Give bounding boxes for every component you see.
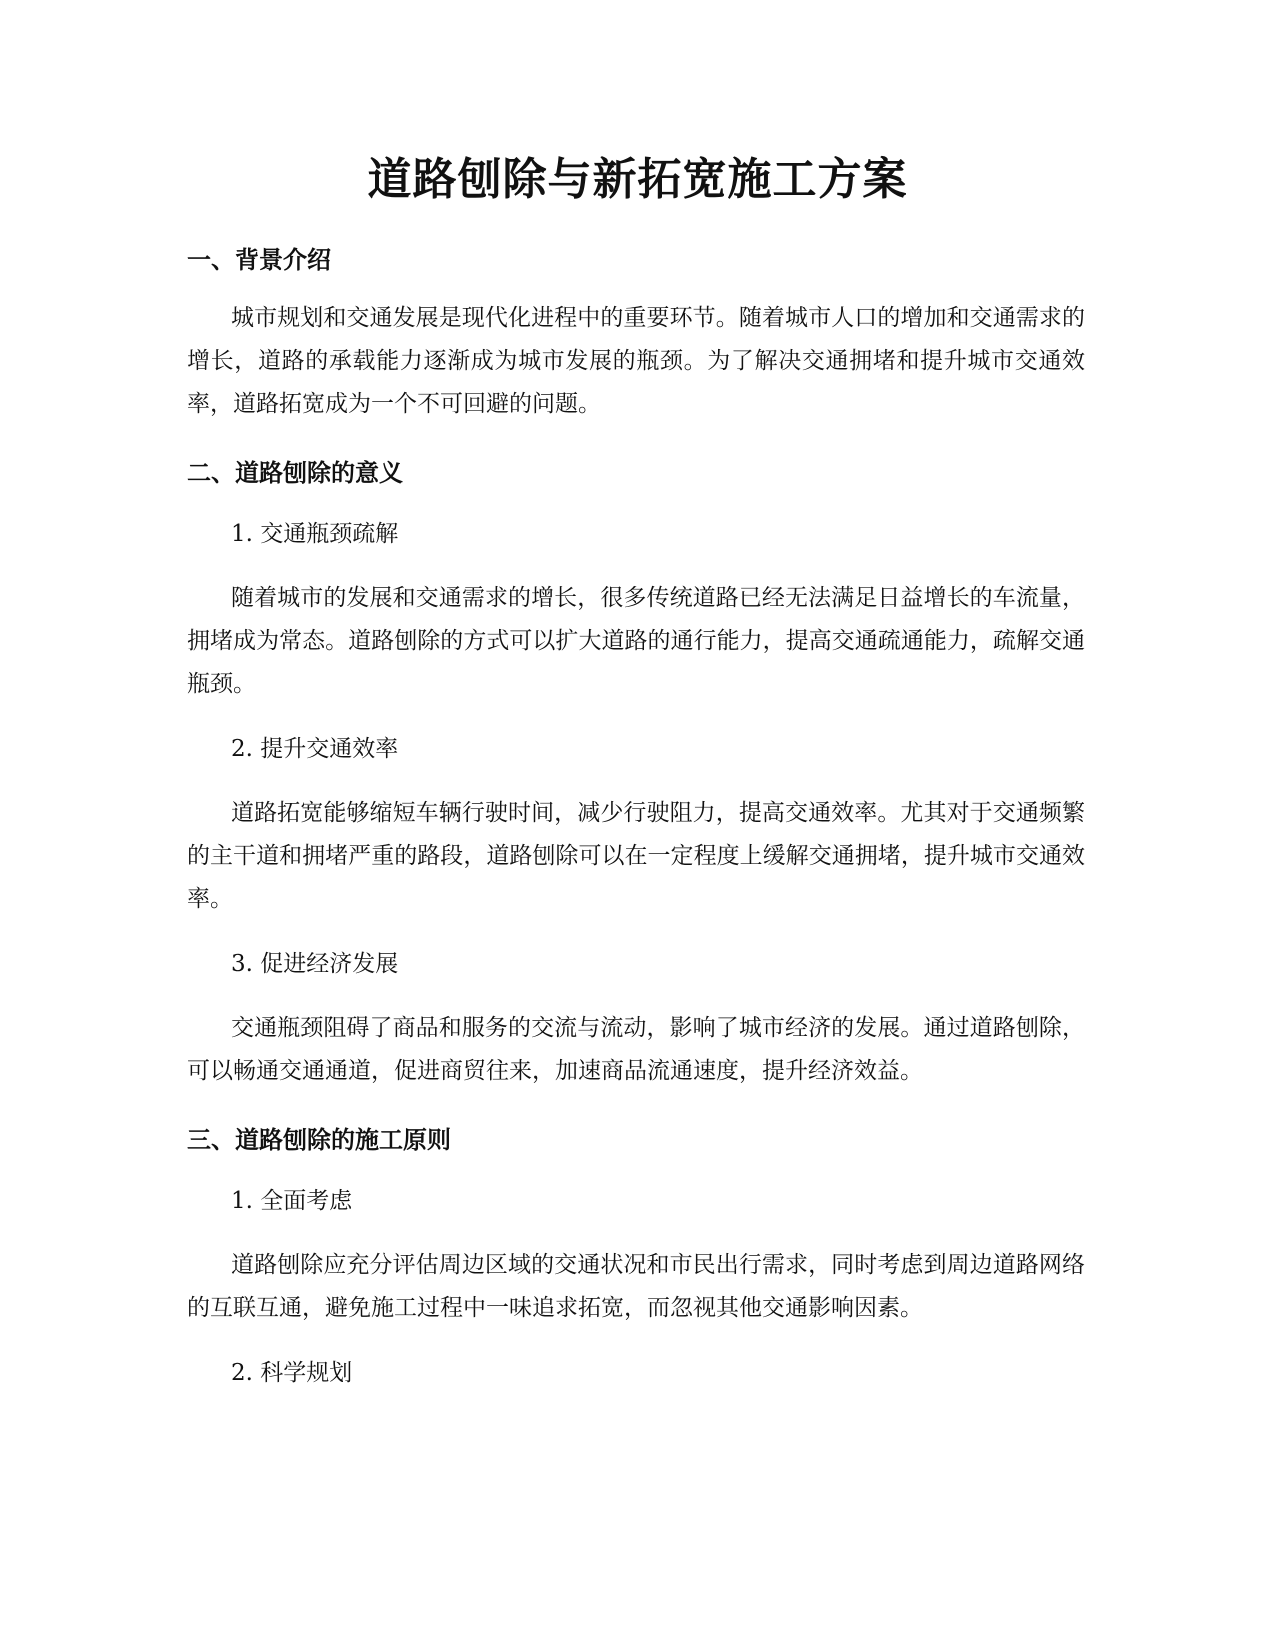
section-heading-background: 一、背景介绍 <box>187 246 331 274</box>
paragraph-traffic-efficiency: 道路拓宽能够缩短车辆行驶时间，减少行驶阻力，提高交通效率。尤其对于交通频繁的主干道和拥堵严重的路段，道路刨除可以在一定程度上缓解交通拥堵，提升城市交通效率。 <box>187 800 1085 912</box>
document-body <box>187 242 1085 1391</box>
paragraph-traffic-bottleneck: 随着城市的发展和交通需求的增长，很多传统道路已经无法满足日益增长的车流量，拥堵成为常态。道路刨除的方式可以扩大道路的通行能力，提高交通疏通能力，疏解交通瓶颈。 <box>187 585 1085 697</box>
item-heading-economic-development: 3. 促进经济发展 <box>231 951 399 977</box>
section-heading-principles: 三、道路刨除的施工原则 <box>187 1126 451 1154</box>
item-heading-traffic-efficiency: 2. 提升交通效率 <box>231 736 399 762</box>
item-heading-comprehensive: 1. 全面考虑 <box>231 1188 353 1214</box>
paragraph-economic-development: 交通瓶颈阻碍了商品和服务的交流与流动，影响了城市经济的发展。通过道路刨除，可以畅通交通通道，促进商贸往来，加速商品流通速度，提升经济效益。 <box>187 1015 1085 1084</box>
paragraph-comprehensive: 道路刨除应充分评估周边区域的交通状况和市民出行需求，同时考虑到周边道路网络的互联互通，避免施工过程中一味追求拓宽，而忽视其他交通影响因素。 <box>187 1252 1085 1321</box>
section-heading-significance: 二、道路刨除的意义 <box>187 459 403 487</box>
document-title: 道路刨除与新拓宽施工方案 <box>367 154 908 205</box>
item-heading-traffic-bottleneck: 1. 交通瓶颈疏解 <box>231 521 399 547</box>
item-heading-scientific-planning: 2. 科学规划 <box>231 1360 353 1386</box>
paragraph-background: 城市规划和交通发展是现代化进程中的重要环节。随着城市人口的增加和交通需求的增长，道路的承载能力逐渐成为城市发展的瓶颈。为了解决交通拥堵和提升城市交通效率，道路拓宽成为一个不可回避的问题。 <box>187 305 1085 417</box>
